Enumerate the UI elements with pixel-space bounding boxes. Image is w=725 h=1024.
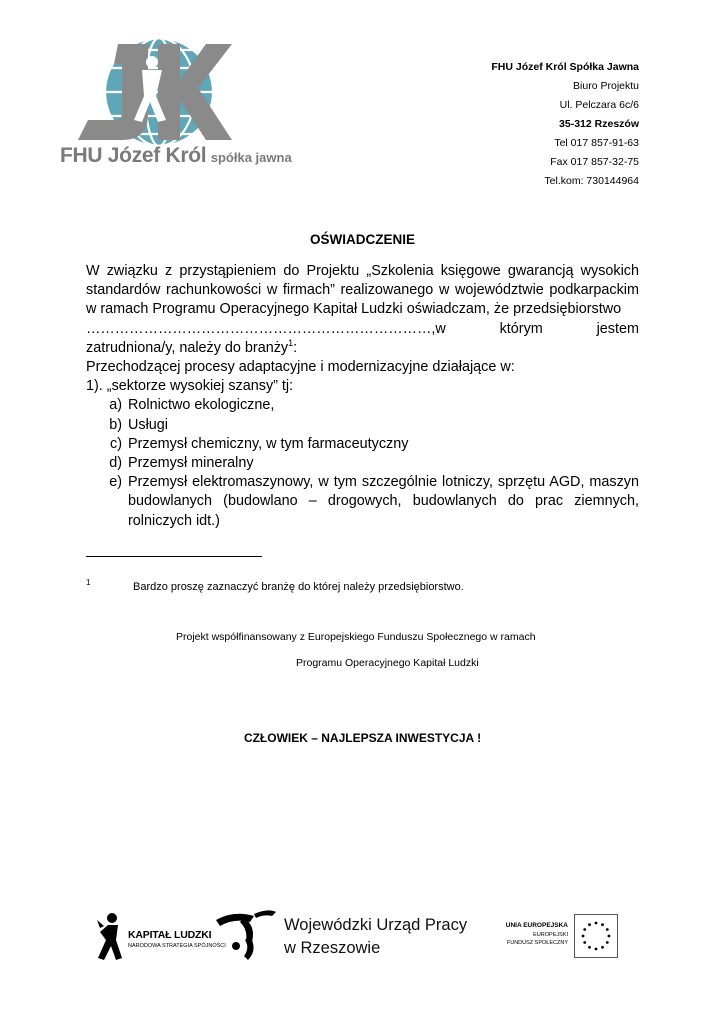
list-item-text: Przemysł elektromaszynowy, w tym szczególnie lotniczy, sprzętu AGD, maszyn budowlanych (budowlano – drogowych, budowlanych do prac ziemnych, rolniczych idt.) [128,474,639,529]
address-street: Ul. Pelczara 6c/6 [559,99,639,111]
list-item-label: e) [109,474,122,491]
list-item-label: d) [109,455,122,472]
footnote-number: 1 [86,578,91,587]
list-item [86,454,639,473]
wup-line-2: w Rzeszowie [284,939,381,957]
eu-flag-icon [574,914,618,958]
list-item-label: b) [109,416,122,433]
address-fax: Fax 017 857-32-75 [550,156,639,168]
statement-body [86,262,639,531]
kapital-ludzki-logo [94,910,226,962]
logo-name-suffix: spółka jawna [210,150,292,165]
address-mobile: Tel.kom: 730144964 [544,175,639,187]
address-tel: Tel 017 857-91-63 [554,137,639,149]
eu-logo [506,912,618,958]
address-office: Biuro Projektu [573,80,639,92]
paragraph-sector: 1). „sektorze wysokiej szansy” tj: [86,378,294,395]
paragraph-processes: Przechodzącej procesy adaptacyjne i modernizacyjne działające w: [86,359,515,376]
dancer-figure-icon [214,906,278,962]
list-item-label: c) [110,435,122,452]
wup-logo [214,906,494,964]
list-item-text: Przemysł mineralny [128,455,254,472]
list-item-label: a) [109,397,122,414]
human-figure-icon [94,910,124,962]
address-company: FHU Józef Król Spółka Jawna [491,61,639,73]
project-line-1: Projekt współfinansowany z Europejskiego Funduszu Społecznego w ramach [176,631,536,643]
list-item [86,416,639,435]
list-item-text: Usługi [128,416,168,433]
footnote-divider [86,556,262,557]
list-item-text: Przemysł chemiczny, w tym farmaceutyczny [128,435,409,452]
eu-line-2: EUROPEJSKI [533,932,568,938]
address-block [491,58,639,191]
paragraph-intro: W związku z przystąpieniem do Projektu „Szkolenia księgowe gwarancją wysokich standardów rachunkowości w firmach” realizowanego w województwie podkarpackim w ramach Programu Operacyjnego Kapitał Ludzki oświadczam, że przedsiębiorstwo [86,263,639,318]
word-jestem: jestem [596,320,639,337]
paragraph-industry [86,339,639,358]
footnote-ref: 1 [288,338,294,349]
company-blank-line [86,320,639,339]
kapital-ludzki-title: KAPITAŁ LUDZKI [128,929,212,941]
kapital-ludzki-subtitle: NARODOWA STRATEGIA SPÓJNOŚCI [128,943,226,949]
eu-line-3: FUNDUSZ SPOŁECZNY [506,940,568,946]
project-line-2: Programu Operacyjnego Kapitał Ludzki [296,657,479,669]
list-item-text: Rolnictwo ekologiczne, [128,397,275,414]
sector-list [86,396,639,530]
logo-name-main: FHU Józef Król [60,144,207,167]
address-city: 35-312 Rzeszów [559,118,639,130]
list-item [86,435,639,454]
document-title: OŚWIADCZENIE [309,232,415,247]
company-logo-text [60,144,292,168]
company-blank: ………………………………………………………………,w [86,320,446,337]
word-ktorym: którym [499,320,543,337]
wup-line-1: Wojewódzki Urząd Pracy [284,916,468,934]
slogan: CZŁOWIEK – NAJLEPSZA INWESTYCJA ! [243,731,482,745]
eu-line-1: UNIA EUROPEJSKA [505,922,568,929]
industry-text: zatrudniona/y, należy do branży [86,339,289,356]
footnote-text: Bardzo proszę zaznaczyć branżę do której należy przedsiębiorstwo. [133,581,464,593]
list-item [86,473,639,531]
industry-colon: : [293,339,298,356]
list-item [86,396,639,415]
